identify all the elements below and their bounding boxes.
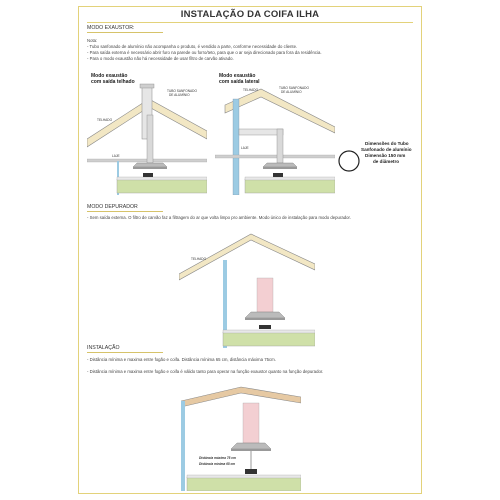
dimension-line-4: de diâmetro	[373, 159, 400, 164]
figure-caption-1: Modo exaustão	[219, 73, 256, 79]
section-depurador-divider	[87, 211, 163, 212]
title-divider	[87, 22, 413, 23]
label-tubo-2: DE ALUMÍNIO	[169, 93, 190, 97]
figure-caption-2: com saída lateral	[219, 79, 260, 85]
label-tubo-1: TUBO SANFONADO	[279, 86, 309, 90]
instalacao-note-1: - Distância mínima e maxima entre fogão e coifa. Distância mínima 65 cm, distância máxima 75cm.	[87, 357, 276, 362]
note-line-3: - Para o modo exaustão não há necessidade de usar filtro de carvão ativado.	[87, 56, 234, 61]
label-distancia-maxima: Distância máxima 75 cm	[199, 456, 236, 460]
section-exaustor-divider	[87, 32, 163, 33]
figure-depurador	[179, 230, 315, 348]
figure-exaustao-telhado	[87, 69, 207, 195]
label-distancia-minima: Distância mínima 65 cm	[199, 462, 236, 466]
page-title: INSTALAÇÃO DA COIFA ILHA	[180, 9, 320, 20]
dimension-line-3: Dimensão 150 mm	[365, 153, 406, 158]
label-tubo-1: TUBO SANFONADO	[167, 89, 197, 93]
label-telhado: TELHADO	[243, 88, 259, 92]
tube-dimension-callout	[335, 131, 419, 187]
figure-caption-2: com saída telhado	[91, 79, 135, 85]
figure-instalacao	[181, 383, 301, 491]
label-laje: LAJE	[112, 154, 120, 158]
dimension-line-2: Sanfonado de alumínio	[361, 147, 412, 152]
label-tubo-2: DE ALUMÍNIO	[281, 90, 302, 94]
figure-caption-1: Modo exaustão	[91, 73, 128, 79]
tube-circle-icon	[339, 151, 359, 171]
dimension-line-1: Dimensões do Tubo	[365, 141, 409, 146]
section-exaustor-heading: MODO EXAUSTOR:	[87, 25, 135, 31]
note-line-2: - Para saída externa é necessário abrir furo na parede ou forro/teto, para que o ar seja direcionado para fora da residência.	[87, 50, 322, 55]
note-line-1: - Tubo sanfonado de alumínio não acompanha o produto, é vendido a parte, conforme necessidade do cliente.	[87, 44, 298, 49]
section-instalacao-divider	[87, 352, 163, 353]
instalacao-note-2: - Distância mínima e maxima entre fogão e coifa é válido tanto para operar na função exaustor quanto na função depurador.	[87, 369, 324, 374]
label-telhado: TELHADO	[97, 118, 113, 122]
label-laje: LAJE	[241, 146, 249, 150]
manual-page	[78, 6, 422, 494]
section-instalacao-heading: INSTALAÇÃO	[87, 345, 120, 351]
figure-exaustao-lateral	[215, 69, 335, 195]
label-telhado: TELHADO	[191, 257, 207, 261]
depurador-note: - Sem saída externa. O filtro de carvão faz a filtragem do ar que volta limpo pro ambiente. Modo único de instalação para modo depurador.	[87, 215, 351, 220]
note-label: Nota:	[87, 38, 98, 43]
section-depurador-heading: MODO DEPURADOR	[87, 204, 138, 210]
